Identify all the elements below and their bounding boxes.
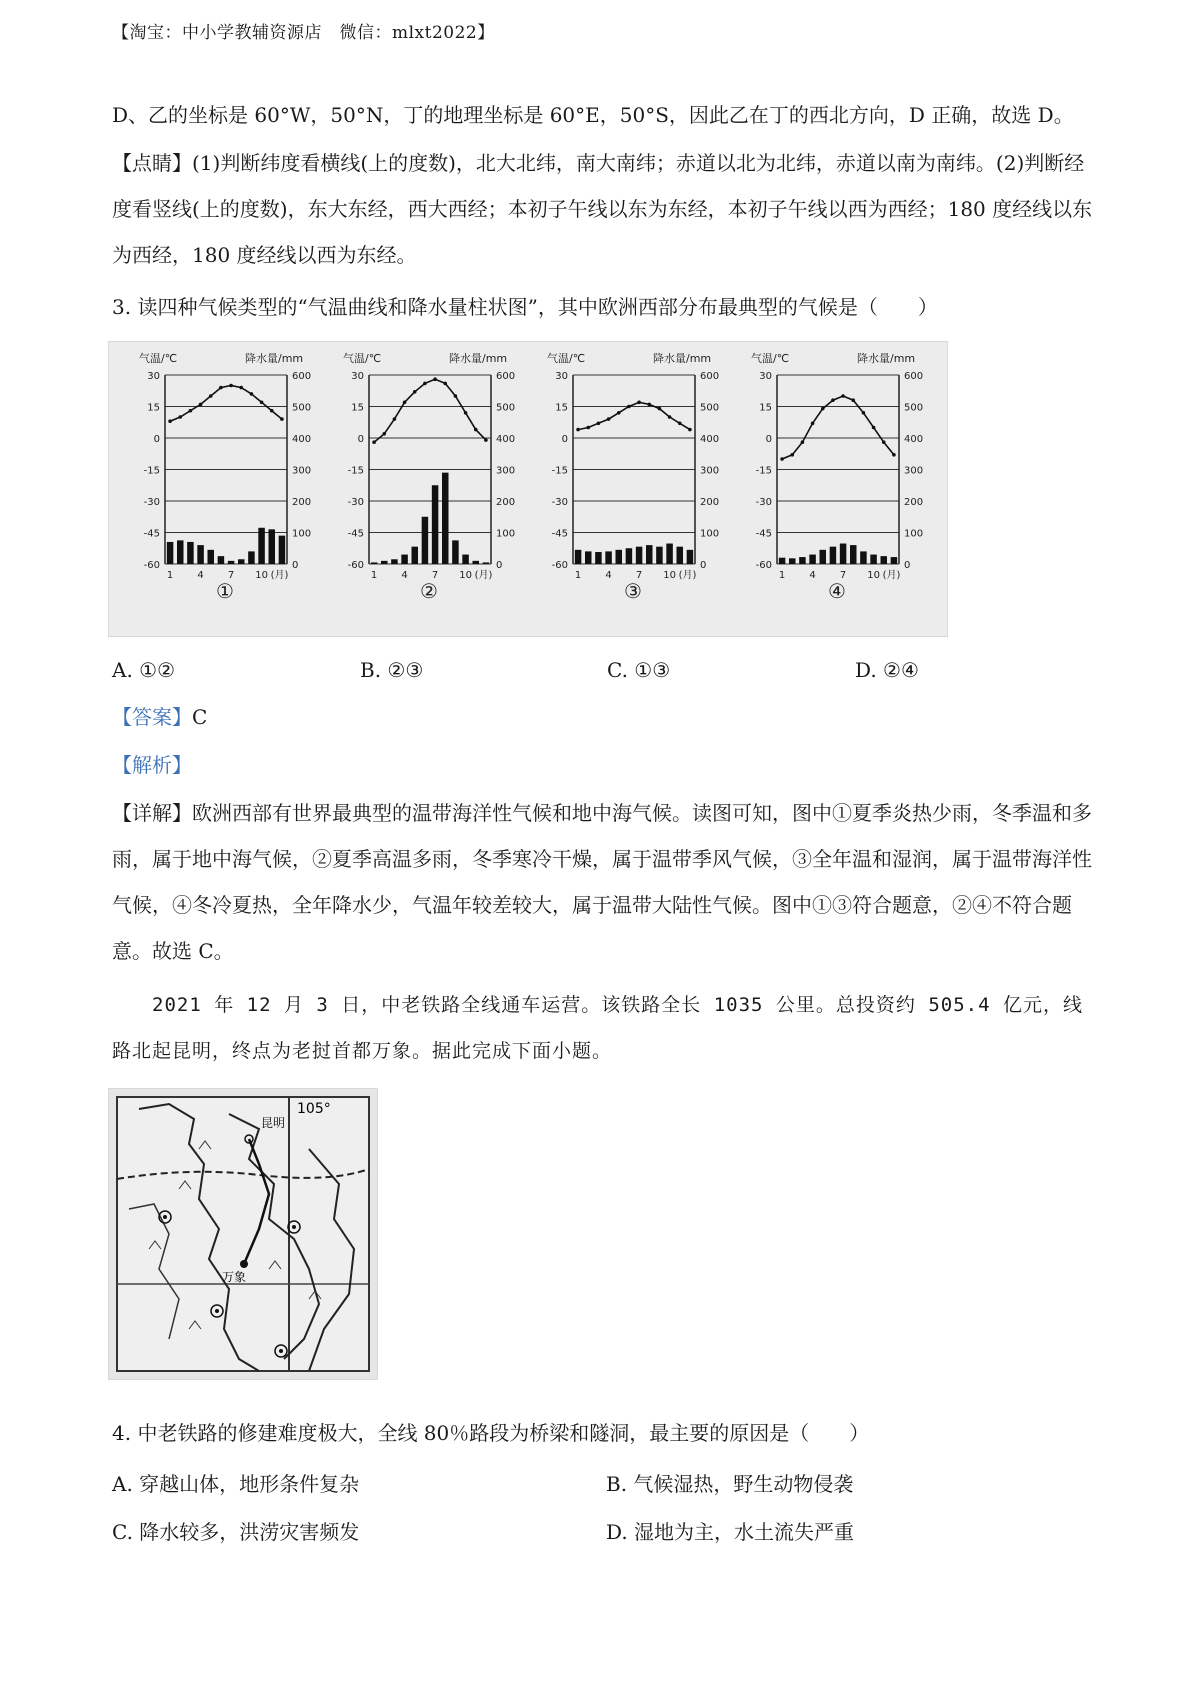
precip-bar bbox=[615, 550, 622, 564]
temp-axis-title: 气温/℃ bbox=[343, 352, 382, 365]
vientiane-label: 万象 bbox=[222, 1270, 247, 1284]
temp-point bbox=[189, 409, 193, 413]
precip-tick-label: 600 bbox=[292, 371, 312, 382]
temp-point bbox=[811, 422, 815, 426]
month-unit-label: (月) bbox=[474, 570, 493, 581]
precip-bar bbox=[656, 547, 663, 564]
q4-option-b: B. 气候湿热，野生动物侵袭 bbox=[606, 1472, 854, 1496]
temp-tick-label: 0 bbox=[357, 434, 364, 445]
temp-tick-label: 0 bbox=[561, 434, 568, 445]
temp-point bbox=[668, 415, 672, 419]
temp-tick-label: -15 bbox=[755, 465, 772, 477]
railway-map-figure bbox=[108, 1088, 378, 1380]
q2-option-d-explanation: D、乙的坐标是 60°W，50°N，丁的地理坐标是 60°E，50°S，因此乙在丁的西北方向，D 正确，故选 D。 bbox=[112, 103, 1074, 127]
temp-point bbox=[851, 398, 855, 402]
q4-option-c: C. 降水较多，洪涝灾害频发 bbox=[112, 1520, 360, 1544]
meridian-label: 105° bbox=[297, 1101, 331, 1117]
temp-tick-label: -45 bbox=[143, 528, 160, 540]
temp-tick-label: 0 bbox=[153, 434, 160, 445]
precip-tick-label: 300 bbox=[496, 465, 516, 477]
temp-point bbox=[474, 428, 478, 432]
month-tick-label: 10 bbox=[255, 570, 268, 581]
temp-point bbox=[464, 411, 468, 415]
detail-label: 【详解】 bbox=[112, 801, 192, 825]
temp-tick-label: -45 bbox=[755, 528, 772, 540]
temp-point bbox=[627, 405, 631, 409]
precip-bar bbox=[391, 559, 398, 564]
precip-axis-title: 降水量/mm bbox=[449, 352, 508, 365]
temp-tick-label: -15 bbox=[551, 465, 568, 477]
precip-bar bbox=[228, 561, 235, 564]
temp-tick-label: 30 bbox=[147, 371, 160, 382]
temp-point bbox=[393, 417, 397, 421]
railway-intro: 2021 年 12 月 3 日，中老铁路全线通车运营。该铁路全长 1035 公里。总投资约 505.4 亿元，线路北起昆明，终点为老挝首都万象。据此完成下面小题。 bbox=[112, 994, 1083, 1062]
precip-bar bbox=[687, 550, 694, 564]
temp-tick-label: -30 bbox=[347, 497, 364, 508]
precip-tick-label: 200 bbox=[292, 497, 312, 508]
railway-map-svg bbox=[109, 1089, 377, 1379]
temp-point bbox=[239, 386, 243, 390]
precip-bar bbox=[483, 562, 490, 564]
temp-point bbox=[250, 392, 254, 396]
q4-option-a: A. 穿越山体，地形条件复杂 bbox=[112, 1472, 360, 1496]
month-tick-label: 1 bbox=[166, 570, 174, 581]
precip-bar bbox=[789, 558, 796, 564]
detail-text: 欧洲西部有世界最典型的温带海洋性气候和地中海气候。读图可知，图中①夏季炎热少雨，冬季温和多雨，属于地中海气候，②夏季高温多雨，冬季寒冷干燥，属于温带季风气候，③全年温和湿润，属于温带海洋性气候，④冬冷夏热，全年降水少，气温年较差较大，属于温带大陆性气候。图中①③符合题意，②④不符合题意。故选 C。 bbox=[112, 801, 1092, 963]
precip-tick-label: 500 bbox=[292, 402, 312, 414]
month-unit-label: (月) bbox=[678, 570, 697, 581]
temp-point bbox=[423, 382, 427, 386]
month-unit-label: (月) bbox=[270, 570, 289, 581]
answer-value: C bbox=[192, 705, 208, 729]
q2-tip bbox=[112, 140, 1102, 278]
tip-label: 【点睛】 bbox=[112, 151, 192, 175]
precip-tick-label: 0 bbox=[496, 560, 503, 571]
temp-point bbox=[821, 407, 825, 411]
tip-text: (1)判断纬度看横线(上的度数)，北大北纬，南大南纬；赤道以北为北纬，赤道以南为南纬。(2)判断经度看竖线(上的度数)，东大东经，西大西经；本初子午线以东为东经，本初子午线以西为西经；180 度经线以东为西经，180 度经线以西为东经。 bbox=[112, 151, 1093, 267]
temp-point bbox=[199, 403, 203, 407]
precip-tick-label: 400 bbox=[904, 434, 924, 445]
precip-tick-label: 600 bbox=[700, 371, 720, 382]
temp-point bbox=[454, 394, 458, 398]
climate-charts-svg bbox=[109, 342, 947, 636]
precip-bar bbox=[177, 540, 184, 564]
precip-bar bbox=[197, 545, 204, 564]
temp-point bbox=[484, 438, 488, 442]
precip-bar bbox=[218, 556, 225, 564]
month-tick-label: 7 bbox=[227, 570, 235, 581]
precip-bar bbox=[666, 544, 673, 564]
precip-tick-label: 300 bbox=[904, 465, 924, 477]
temp-point bbox=[688, 428, 692, 432]
precip-bar bbox=[187, 542, 194, 564]
temp-point bbox=[178, 415, 182, 419]
temp-point bbox=[168, 419, 172, 423]
q3-option-d: D. ②④ bbox=[855, 658, 919, 682]
temp-axis-title: 气温/℃ bbox=[751, 352, 790, 365]
month-tick-label: 4 bbox=[197, 570, 204, 581]
precip-bar bbox=[207, 550, 214, 564]
precip-bar bbox=[860, 551, 867, 564]
temp-point bbox=[433, 377, 437, 381]
precip-bar bbox=[432, 485, 439, 564]
kunming-label: 昆明 bbox=[261, 1116, 286, 1130]
temp-point bbox=[658, 407, 662, 411]
precip-tick-label: 600 bbox=[496, 371, 516, 382]
temp-point bbox=[270, 409, 274, 413]
q4-option-d: D. 湿地为主，水土流失严重 bbox=[606, 1520, 855, 1544]
precip-bar bbox=[248, 551, 255, 564]
temp-point bbox=[280, 417, 284, 421]
temp-point bbox=[831, 398, 835, 402]
precip-axis-title: 降水量/mm bbox=[245, 352, 304, 365]
precip-tick-label: 100 bbox=[904, 528, 924, 540]
precip-bar bbox=[799, 557, 806, 564]
analysis-label: 【解析】 bbox=[112, 753, 192, 777]
precip-bar bbox=[880, 556, 887, 564]
precip-bar bbox=[891, 557, 898, 564]
temp-tick-label: -15 bbox=[347, 465, 364, 477]
precip-tick-label: 500 bbox=[496, 402, 516, 414]
month-tick-label: 7 bbox=[431, 570, 439, 581]
precip-tick-label: 100 bbox=[292, 528, 312, 540]
chart-number-label: ① bbox=[216, 579, 234, 603]
temp-curve bbox=[374, 379, 486, 442]
precip-bar bbox=[636, 547, 643, 564]
temp-point bbox=[229, 384, 233, 388]
month-tick-label: 1 bbox=[574, 570, 582, 581]
q3-answer bbox=[112, 694, 1102, 740]
temp-axis-title: 气温/℃ bbox=[547, 352, 586, 365]
precip-bar bbox=[371, 562, 378, 564]
temp-curve bbox=[782, 396, 894, 459]
precip-tick-label: 200 bbox=[904, 497, 924, 508]
precip-bar bbox=[575, 550, 582, 564]
temp-point bbox=[607, 417, 611, 421]
precip-tick-label: 300 bbox=[292, 465, 312, 477]
precip-tick-label: 400 bbox=[496, 434, 516, 445]
temp-point bbox=[678, 422, 682, 426]
precip-axis-title: 降水量/mm bbox=[857, 352, 916, 365]
precip-tick-label: 600 bbox=[904, 371, 924, 382]
q4-stem: 4. 中老铁路的修建难度极大，全线 80％路段为桥梁和隧洞，最主要的原因是（ ） bbox=[112, 1421, 870, 1445]
temp-point bbox=[780, 457, 784, 461]
precip-bar bbox=[585, 551, 592, 564]
precip-bar bbox=[819, 550, 826, 564]
precip-tick-label: 100 bbox=[496, 528, 516, 540]
temp-tick-label: 0 bbox=[765, 434, 772, 445]
precip-bar bbox=[279, 536, 286, 564]
precip-bar bbox=[442, 473, 449, 564]
q3-detail bbox=[112, 790, 1102, 974]
precip-bar bbox=[268, 529, 275, 564]
precip-bar bbox=[167, 542, 174, 564]
precip-bar bbox=[258, 528, 265, 564]
temp-tick-label: 30 bbox=[351, 371, 364, 382]
temp-point bbox=[892, 453, 896, 457]
month-tick-label: 4 bbox=[605, 570, 612, 581]
month-tick-label: 10 bbox=[663, 570, 676, 581]
q3-option-c: C. ①③ bbox=[607, 658, 671, 682]
month-tick-label: 10 bbox=[867, 570, 880, 581]
temp-tick-label: -30 bbox=[755, 497, 772, 508]
precip-bar bbox=[779, 558, 786, 564]
precip-tick-label: 0 bbox=[904, 560, 911, 571]
precip-tick-label: 200 bbox=[496, 497, 516, 508]
temp-point bbox=[372, 440, 376, 444]
temp-tick-label: -60 bbox=[143, 560, 160, 571]
precip-bar bbox=[646, 545, 653, 564]
month-unit-label: (月) bbox=[882, 570, 901, 581]
climate-charts-figure bbox=[108, 341, 948, 637]
temp-tick-label: 15 bbox=[351, 402, 364, 414]
month-tick-label: 7 bbox=[839, 570, 847, 581]
temp-point bbox=[219, 386, 223, 390]
precip-bar bbox=[605, 551, 612, 564]
map-frame bbox=[117, 1097, 369, 1371]
precip-bar bbox=[411, 547, 418, 564]
precip-axis-title: 降水量/mm bbox=[653, 352, 712, 365]
precip-tick-label: 0 bbox=[292, 560, 299, 571]
month-tick-label: 4 bbox=[809, 570, 816, 581]
precip-bar bbox=[840, 544, 847, 564]
precip-bar bbox=[238, 559, 245, 564]
temp-point bbox=[872, 426, 876, 430]
chart-number-label: ② bbox=[420, 579, 438, 603]
temp-point bbox=[647, 403, 651, 407]
precip-tick-label: 200 bbox=[700, 497, 720, 508]
temp-point bbox=[841, 394, 845, 398]
temp-tick-label: -45 bbox=[551, 528, 568, 540]
temp-curve bbox=[170, 386, 282, 422]
precip-tick-label: 500 bbox=[904, 402, 924, 414]
temp-axis-title: 气温/℃ bbox=[139, 352, 178, 365]
precip-tick-label: 0 bbox=[700, 560, 707, 571]
precip-tick-label: 400 bbox=[700, 434, 720, 445]
month-tick-label: 1 bbox=[778, 570, 786, 581]
precip-bar bbox=[462, 555, 469, 564]
precip-tick-label: 500 bbox=[700, 402, 720, 414]
month-tick-label: 10 bbox=[459, 570, 472, 581]
temp-point bbox=[790, 453, 794, 457]
temp-point bbox=[862, 411, 866, 415]
precip-bar bbox=[676, 547, 683, 564]
answer-label: 【答案】 bbox=[112, 705, 192, 729]
temp-tick-label: 15 bbox=[759, 402, 772, 414]
precip-bar bbox=[472, 561, 479, 564]
temp-point bbox=[576, 428, 580, 432]
precip-bar bbox=[381, 561, 388, 564]
chart-number-label: ④ bbox=[828, 579, 846, 603]
precip-bar bbox=[809, 555, 816, 564]
page-header: 【淘宝：中小学教辅资源店 微信：mlxt2022】 bbox=[112, 23, 495, 43]
precip-bar bbox=[870, 555, 877, 564]
temp-tick-label: -30 bbox=[551, 497, 568, 508]
precip-bar bbox=[452, 540, 459, 564]
temp-tick-label: 15 bbox=[147, 402, 160, 414]
temp-point bbox=[403, 401, 407, 405]
temp-tick-label: -60 bbox=[551, 560, 568, 571]
month-tick-label: 7 bbox=[635, 570, 643, 581]
q3-stem: 3. 读四种气候类型的“气温曲线和降水量柱状图”，其中欧洲西部分布最典型的气候是（ ） bbox=[112, 295, 938, 319]
temp-tick-label: -60 bbox=[347, 560, 364, 571]
temp-point bbox=[413, 390, 417, 394]
temp-point bbox=[637, 401, 641, 405]
temp-tick-label: -60 bbox=[755, 560, 772, 571]
temp-tick-label: -45 bbox=[347, 528, 364, 540]
temp-tick-label: -15 bbox=[143, 465, 160, 477]
temp-tick-label: 30 bbox=[555, 371, 568, 382]
temp-tick-label: -30 bbox=[143, 497, 160, 508]
temp-point bbox=[801, 440, 805, 444]
temp-point bbox=[443, 382, 447, 386]
precip-tick-label: 400 bbox=[292, 434, 312, 445]
precip-tick-label: 100 bbox=[700, 528, 720, 540]
precip-tick-label: 300 bbox=[700, 465, 720, 477]
q3-option-b: B. ②③ bbox=[360, 658, 424, 682]
temp-point bbox=[382, 432, 386, 436]
temp-point bbox=[597, 422, 601, 426]
temp-point bbox=[260, 401, 264, 405]
temp-point bbox=[882, 440, 886, 444]
temp-point bbox=[617, 411, 621, 415]
precip-bar bbox=[626, 548, 633, 564]
month-tick-label: 1 bbox=[370, 570, 378, 581]
temp-point bbox=[209, 394, 213, 398]
chart-number-label: ③ bbox=[624, 579, 642, 603]
temp-point bbox=[586, 426, 590, 430]
month-tick-label: 4 bbox=[401, 570, 408, 581]
precip-bar bbox=[422, 517, 429, 564]
temp-tick-label: 30 bbox=[759, 371, 772, 382]
precip-bar bbox=[595, 552, 602, 564]
precip-bar bbox=[850, 545, 857, 564]
vientiane-dot bbox=[240, 1260, 248, 1268]
precip-bar bbox=[830, 547, 837, 564]
q3-option-a: A. ①② bbox=[112, 658, 176, 682]
temp-tick-label: 15 bbox=[555, 402, 568, 414]
precip-bar bbox=[401, 555, 408, 564]
